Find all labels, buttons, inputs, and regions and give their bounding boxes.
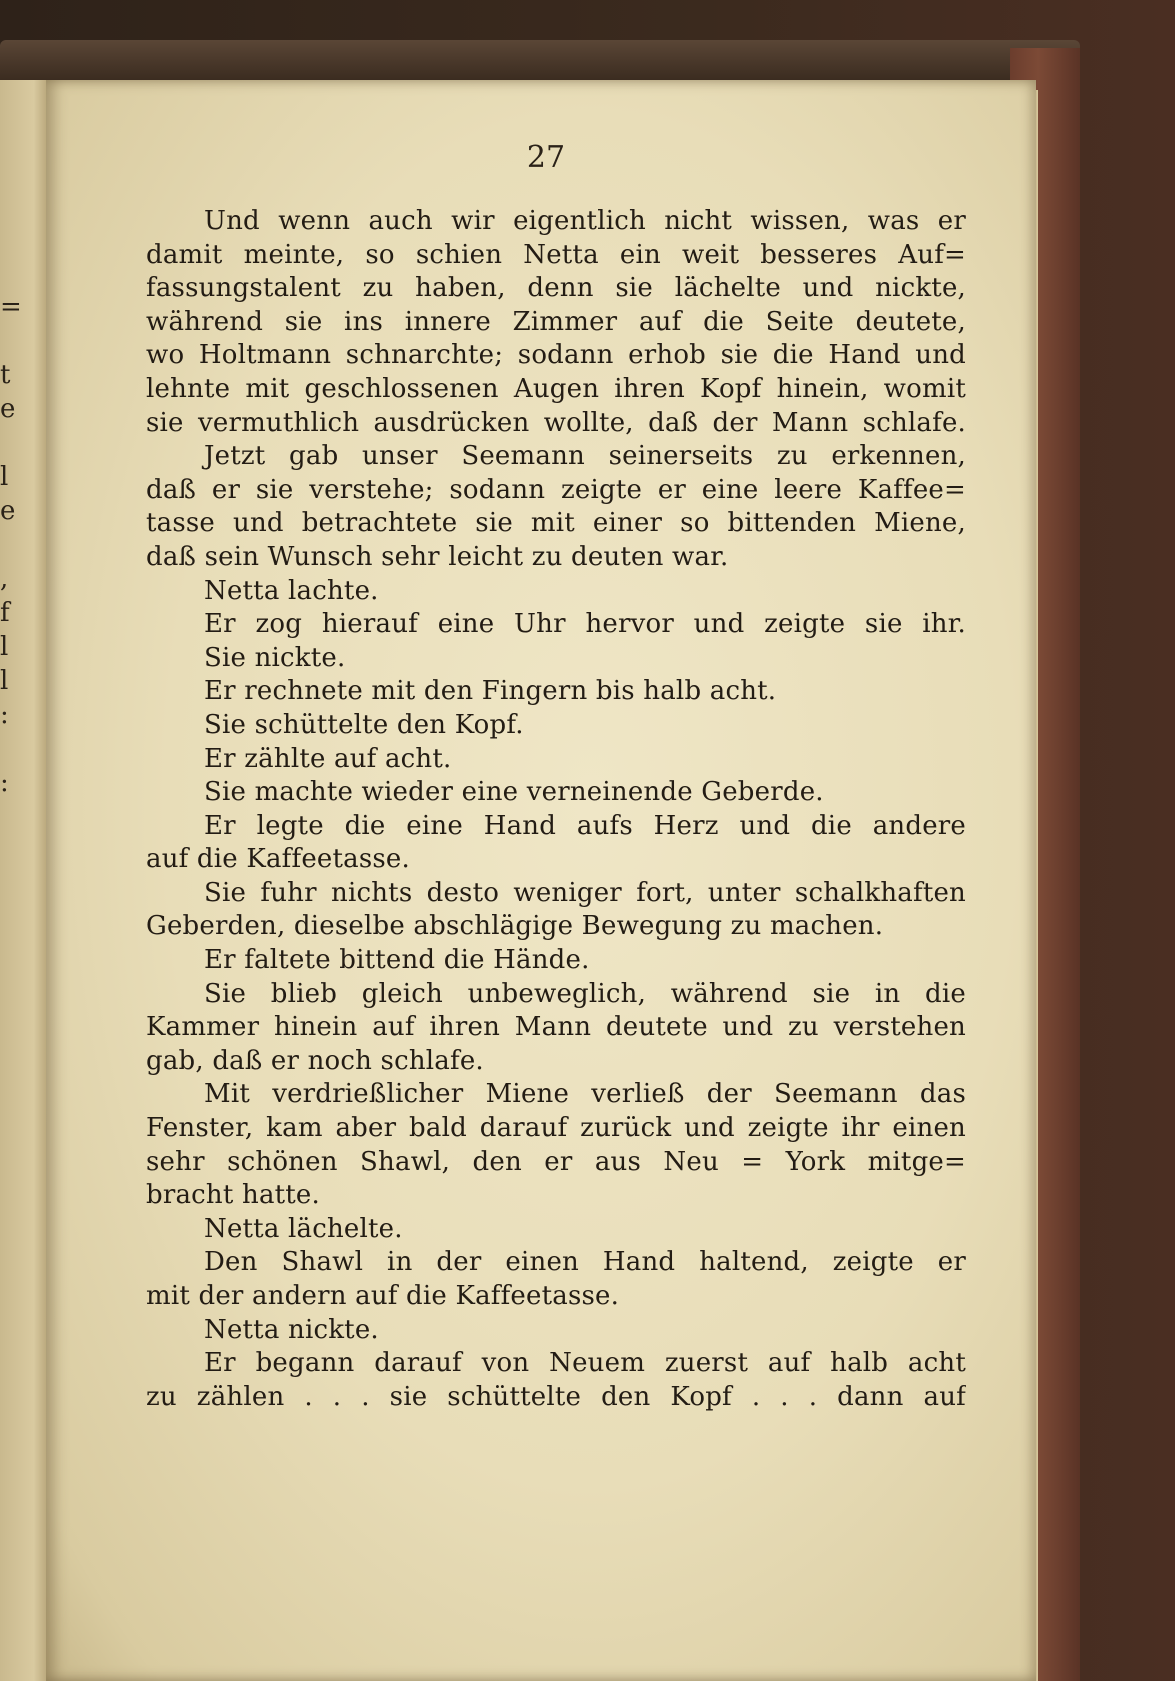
previous-page-fragment — [0, 528, 20, 562]
text-line: Er zog hierauf eine Uhr hervor und zeigte sie ihr. — [204, 609, 966, 640]
previous-page-edge — [0, 80, 48, 1681]
text-line: Jetzt gab unser Seemann seinerseits zu erkennen, — [204, 441, 966, 472]
previous-page-fragment — [0, 324, 20, 358]
previous-page-fragment: = — [0, 292, 22, 322]
text-line: Sie fuhr nichts desto weniger fort, unter schalkhaften — [204, 877, 966, 908]
book-page — [46, 80, 1036, 1681]
previous-page-fragment: e — [0, 394, 16, 424]
text-line: zu zählen . . . sie schüttelte den Kopf . . . dann auf — [146, 1381, 966, 1412]
previous-page-fragment: e — [0, 496, 16, 526]
text-line: sehr schönen Shawl, den er aus Neu = York mitge= — [146, 1146, 966, 1177]
page-number: 27 — [526, 140, 566, 175]
text-line: Den Shawl in der einen Hand haltend, zeigte er — [204, 1247, 966, 1278]
text-line: Mit verdrießlicher Miene verließ der Seemann das — [204, 1079, 966, 1110]
previous-page-fragment — [0, 426, 20, 460]
previous-page-fragment — [0, 732, 20, 766]
text-line: Kammer hinein auf ihren Mann deutete und zu verstehen — [146, 1012, 966, 1043]
text-line: Und wenn auch wir eigentlich nicht wissen, was er — [204, 206, 966, 236]
text-line: Er zählte auf acht. — [204, 743, 452, 774]
previous-page-fragment: : — [0, 700, 9, 730]
previous-page-fragment: l — [0, 666, 9, 696]
text-line: während sie ins innere Zimmer auf die Seite deutete, — [146, 306, 966, 337]
previous-page-fragment: t — [0, 360, 11, 390]
text-line: Netta lächelte. — [204, 1213, 403, 1244]
text-line: wo Holtmann schnarchte; sodann erhob sie die Hand und — [146, 340, 966, 371]
text-line: Netta nickte. — [204, 1314, 379, 1345]
previous-page-fragment: l — [0, 462, 9, 492]
text-line: Sie blieb gleich unbeweglich, während sie in die — [204, 978, 966, 1009]
text-line: fassungstalent zu haben, denn sie lächelte und nickte, — [146, 273, 966, 304]
text-line: daß sein Wunsch sehr leicht zu deuten war. — [146, 541, 729, 572]
text-line: mit der andern auf die Kaffeetasse. — [146, 1281, 620, 1311]
text-line: bracht hatte. — [146, 1180, 320, 1211]
previous-page-fragment: , — [0, 564, 9, 594]
previous-page-fragments — [0, 290, 20, 800]
text-line: lehnte mit geschlossenen Augen ihren Kopf hinein, womit — [146, 373, 966, 404]
text-line: Er faltete bittend die Hände. — [204, 945, 590, 976]
text-line: Netta lachte. — [204, 575, 379, 606]
previous-page-fragment: : — [0, 768, 9, 798]
text-line: gab, daß er noch schlafe. — [146, 1045, 484, 1076]
text-line: Sie nickte. — [204, 642, 346, 673]
previous-page-fragment: f — [0, 598, 10, 628]
text-line: Sie machte wieder eine verneinende Geberde. — [204, 777, 824, 808]
text-line: auf die Kaffeetasse. — [146, 844, 410, 875]
text-line: Er legte die eine Hand aufs Herz und die andere — [204, 810, 966, 841]
text-line: damit meinte, so schien Netta ein weit besseres Auf= — [146, 239, 966, 270]
book-cover-top — [0, 40, 1080, 80]
text-line: Er begann darauf von Neuem zuerst auf halb acht — [204, 1348, 966, 1379]
text-line: Er rechnete mit den Fingern bis halb acht. — [204, 676, 777, 707]
text-line: sie vermuthlich ausdrücken wollte, daß der Mann schlafe. — [146, 407, 966, 438]
text-line: daß er sie verstehe; sodann zeigte er eine leere Kaffee= — [146, 474, 966, 505]
previous-page-fragment: l — [0, 632, 9, 662]
text-line: Sie schüttelte den Kopf. — [204, 709, 524, 740]
text-line: Fenster, kam aber bald darauf zurück und zeigte ihr einen — [146, 1113, 966, 1144]
text-line: tasse und betrachtete sie mit einer so bittenden Miene, — [146, 508, 966, 539]
text-line: Geberden, dieselbe abschlägige Bewegung zu machen. — [146, 911, 884, 942]
page-body-text — [146, 205, 966, 1414]
